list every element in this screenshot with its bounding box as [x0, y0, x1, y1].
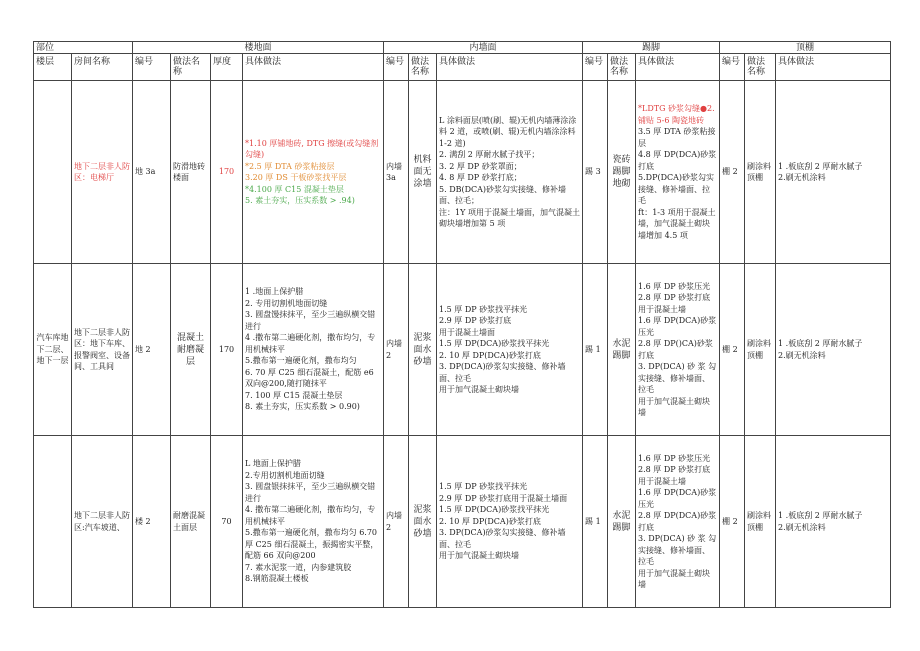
- method-line: 5. DB(DCA)砂浆勾实接缝、修补墙面、拉毛；: [439, 184, 567, 205]
- col-f-code: 编号: [133, 54, 171, 81]
- method-line: 3. DP(DCA)砂浆勾实接缝、修补墙面、拉毛: [439, 528, 566, 549]
- cell-c-code: 棚 2: [720, 264, 745, 436]
- cell-f-method: [243, 436, 384, 608]
- method-line: 1 .板底刮 2 厚耐水腻子: [778, 339, 863, 348]
- table-row: [34, 264, 891, 436]
- cell-s-name: 瓷砖踢脚地砌: [608, 81, 636, 264]
- cell-w-name: 泥浆面水砂墙: [409, 436, 437, 608]
- col-s-name: 做法名称: [608, 54, 636, 81]
- col-f-method: 具体做法: [243, 54, 384, 81]
- header-ceiling-group: 顶棚: [720, 42, 891, 54]
- cell-w-method: [437, 81, 583, 264]
- method-line: 4. 8 厚 DP 砂浆打底；: [439, 173, 522, 182]
- method-line: L 涂料面层(喷(刷、辊)无机内墙薄涂涂料 2 道，或喷(刷、辊)无机内墙涂涂料 1-2 道): [439, 115, 577, 148]
- cell-floor: [34, 436, 72, 608]
- method-line: *4.100 厚 C15 混凝土垫层: [245, 184, 344, 194]
- method-line: 8.钢筋混凝土楼板: [245, 574, 309, 584]
- method-line: 用于加气混凝土砌块墙: [638, 396, 711, 417]
- method-line: 2. 10 厚 DP(DCA)砂浆打底: [439, 516, 541, 526]
- cell-c-method: [776, 436, 891, 608]
- method-line: 3. DP(DCA) 砂 浆 勾 实接缝、修补墙面、拉毛: [638, 534, 717, 566]
- method-line: 2. 满刮 2 厚耐水腻子找平；: [439, 150, 540, 159]
- method-line: 2.8 厚 DP()CA)砂浆打底: [638, 339, 713, 360]
- method-line: 1 .板底刮 2 厚耐水腻子: [778, 511, 863, 520]
- method-line: 1.5 厚 DP(DCA)砂浆找平抹光: [439, 339, 550, 348]
- cell-c-code: 棚 2: [720, 81, 745, 264]
- method-line: *LDTG 砂浆勾缝●2.铺贴 5-6 陶瓷地砖: [638, 104, 715, 125]
- header-section: 部位: [34, 42, 133, 54]
- method-line: 2. 10 厚 DP(DCA)砂浆打底: [439, 350, 541, 360]
- cell-w-name: 机料面无涂墙: [409, 81, 437, 264]
- table-row: [34, 81, 891, 264]
- cell-f-thick: 170: [211, 81, 243, 264]
- col-c-name: 做法名称: [745, 54, 776, 81]
- construction-methods-table: [33, 41, 891, 608]
- method-line: 1.6 厚 DP 砂浆压光: [638, 453, 711, 463]
- method-line: 3. 圆盘银抹抹平，至少三遍纵横交错进行: [245, 482, 376, 503]
- col-room: 房间名称: [72, 54, 133, 81]
- method-line: 5.撒布第一遍硬化剂，撒布均匀: [245, 356, 357, 366]
- method-line: 用于混凝土墙面: [439, 327, 496, 337]
- method-line: 5. 素土夯实，压实系数 > .94): [245, 196, 355, 205]
- cell-w-name: 泥浆面水砂墙: [409, 264, 437, 436]
- method-line: 2.8 厚 DP 砂浆打底用于混凝土墙: [638, 293, 711, 314]
- cell-floor: 汽车库地下二层、地下一层: [34, 264, 72, 436]
- cell-s-method: [636, 436, 720, 608]
- cell-w-code: 内墙 2: [384, 436, 409, 608]
- col-w-code: 编号: [384, 54, 409, 81]
- cell-f-code: 地 2: [133, 264, 171, 436]
- cell-s-name: 水泥踢脚: [608, 264, 636, 436]
- method-line: 用于加气混凝土砌块墙: [439, 385, 520, 394]
- cell-w-method: [437, 264, 583, 436]
- cell-f-code: 地 3a: [133, 81, 171, 264]
- cell-c-method: [776, 264, 891, 436]
- method-line: 1.6 厚 DP 砂浆压光: [638, 281, 711, 291]
- method-line: 4. 撒布第二遍硬化剂，撒布均匀，专用机械抹平: [245, 505, 376, 526]
- cell-f-code: 楼 2: [133, 436, 171, 608]
- method-line: 6. 70 厚 C25 细石混凝土，配筋 e6 双向@200,随打随抹平: [245, 367, 374, 389]
- cell-w-method: [437, 436, 583, 608]
- method-line: 3.5 厚 DTA 砂浆粘接层: [638, 127, 716, 148]
- header-row-columns: [34, 54, 891, 81]
- cell-w-code: 内墙 3a: [384, 81, 409, 264]
- method-line: 2.刷无机涂料: [778, 173, 826, 182]
- cell-s-code: 踢 1: [583, 436, 608, 608]
- col-w-method: 具体做法: [437, 54, 583, 81]
- cell-s-method: [636, 264, 720, 436]
- method-line: 2.8 厚 DP(DCA)砂浆打底: [638, 511, 717, 532]
- cell-room: 地下二层非人防区：地下车库、报警阀室、设备间、工具间: [72, 264, 133, 436]
- cell-c-code: 棚 2: [720, 436, 745, 608]
- col-f-thick: 厚度: [211, 54, 243, 81]
- method-line: 2.刷无机涂料: [778, 350, 826, 360]
- col-c-method: 具体做法: [776, 54, 891, 81]
- cell-f-name: 防滑地砖楼面: [171, 81, 211, 264]
- method-line: 1.5 厚 DP(DCA)砂浆找平抹光: [439, 505, 550, 515]
- cell-f-name: 混凝土耐磨凝层: [171, 264, 211, 436]
- method-line: 7. 100 厚 C15 混凝土垫层: [245, 390, 343, 400]
- cell-f-name: 耐磨混凝土面层: [171, 436, 211, 608]
- method-line: 8. 素土夯实，压实系数 > 0.90): [245, 402, 360, 412]
- method-line: 2. 专用切割机地面切缝: [245, 298, 328, 308]
- header-floor-group: 楼地面: [133, 42, 384, 54]
- cell-s-code: 踢 3: [583, 81, 608, 264]
- method-line: 2.9 厚 DP 砂浆打底用于混凝土墙面: [439, 493, 568, 503]
- cell-s-code: 踢 1: [583, 264, 608, 436]
- cell-room: 地下二层非人防区：电梯厅: [72, 81, 133, 264]
- cell-c-name: 刷涂料顶棚: [745, 81, 776, 264]
- method-line: 2.刷无机涂料: [778, 522, 826, 532]
- method-line: 注：1Y 项用于混凝土墙面，加气混凝土砌块墙增加第 5 项: [439, 207, 580, 228]
- method-line: 3. 2 厚 DP 砂浆罩面；: [439, 161, 522, 171]
- header-row-groups: [34, 42, 891, 54]
- method-line: 1.6 厚 DP(DCA)砂浆压光: [638, 488, 717, 509]
- method-line: L 地面上保护腊: [245, 459, 301, 469]
- method-line: 1 .板底刮 2 厚耐水腻子: [778, 161, 863, 171]
- cell-f-method: [243, 264, 384, 436]
- cell-c-name: 刷涂料顶棚: [745, 436, 776, 608]
- cell-s-method: [636, 81, 720, 264]
- header-wall-group: 内墙面: [384, 42, 583, 54]
- method-line: 7. 素水泥浆一道，内参建筑胶: [245, 562, 352, 572]
- method-line: 1.6 厚 DP(DCA)砂浆压光: [638, 316, 717, 337]
- cell-f-thick: 70: [211, 436, 243, 608]
- method-line: 3. DP(DCA)砂浆勾实接缝、修补墙面、拉毛: [439, 362, 566, 383]
- col-w-name: 做法名称: [409, 54, 437, 81]
- cell-c-name: 刷涂料顶棚: [745, 264, 776, 436]
- cell-f-thick: 170: [211, 264, 243, 436]
- method-line: 4.8 厚 DP(DCA)砂浆打底: [638, 150, 717, 171]
- method-line: 1.5 厚 DP 砂浆找平抹光: [439, 482, 528, 492]
- table-row: [34, 436, 891, 608]
- col-s-code: 编号: [583, 54, 608, 81]
- method-line: 3.20 厚 DS 干板砂浆找平层: [245, 173, 347, 182]
- col-floor: 楼层: [34, 54, 72, 81]
- method-line: 5.DP(DCA)砂浆勾实接缝、修补墙面、拉毛: [638, 173, 715, 205]
- method-line: 1 .地面上保护腊: [245, 287, 304, 297]
- method-line: 2.8 厚 DP 砂浆打底用于混凝土墙: [638, 465, 711, 486]
- header-skirting-group: 踢脚: [583, 42, 720, 54]
- method-line: 2.专用切割机地面切缝: [245, 470, 325, 480]
- method-line: 5.撒布第一遍硬化剂，撒布均匀 6.70 厚 C25 细石混凝土，振揭密实平整，配筋 66 双向@200: [245, 528, 379, 561]
- method-line: 用于加气混凝土砌块墙: [439, 551, 520, 561]
- method-line: 3. 圆盘馒抹抹平，至少三遍纵横交错进行: [245, 310, 376, 331]
- cell-floor: [34, 81, 72, 264]
- method-line: 用于加气混凝土砌块墙: [638, 568, 711, 589]
- col-c-code: 编号: [720, 54, 745, 81]
- col-f-name: 做法名称: [171, 54, 211, 81]
- method-line: ft：1-3 项用于混凝土墙，加气混凝土砌块墙增加 4.5 项: [638, 207, 716, 240]
- col-s-method: 具体做法: [636, 54, 720, 81]
- method-line: 2.9 厚 DP 砂浆打底: [439, 316, 512, 325]
- cell-c-method: [776, 81, 891, 264]
- cell-f-method: [243, 81, 384, 264]
- method-line: *2.5 厚 DTA 砂浆粘接层: [245, 161, 335, 171]
- cell-w-code: 内墙 2: [384, 264, 409, 436]
- cell-room: 地下二层非人防区:汽车坡道、: [72, 436, 133, 608]
- cell-s-name: 水泥踢脚: [608, 436, 636, 608]
- method-line: 4 .撒布第二遍硬化剂，撒布均匀，专用机械抹平: [245, 333, 376, 354]
- method-line: 3. DP(DCA) 砂 浆 勾 实接缝、修补墙面、拉毛: [638, 362, 717, 394]
- method-line: *1.10 厚铺地砖, DTG 擦缝(或勾缝剂勾缝): [245, 138, 379, 159]
- method-line: 1.5 厚 DP 砂浆找平抹光: [439, 304, 528, 314]
